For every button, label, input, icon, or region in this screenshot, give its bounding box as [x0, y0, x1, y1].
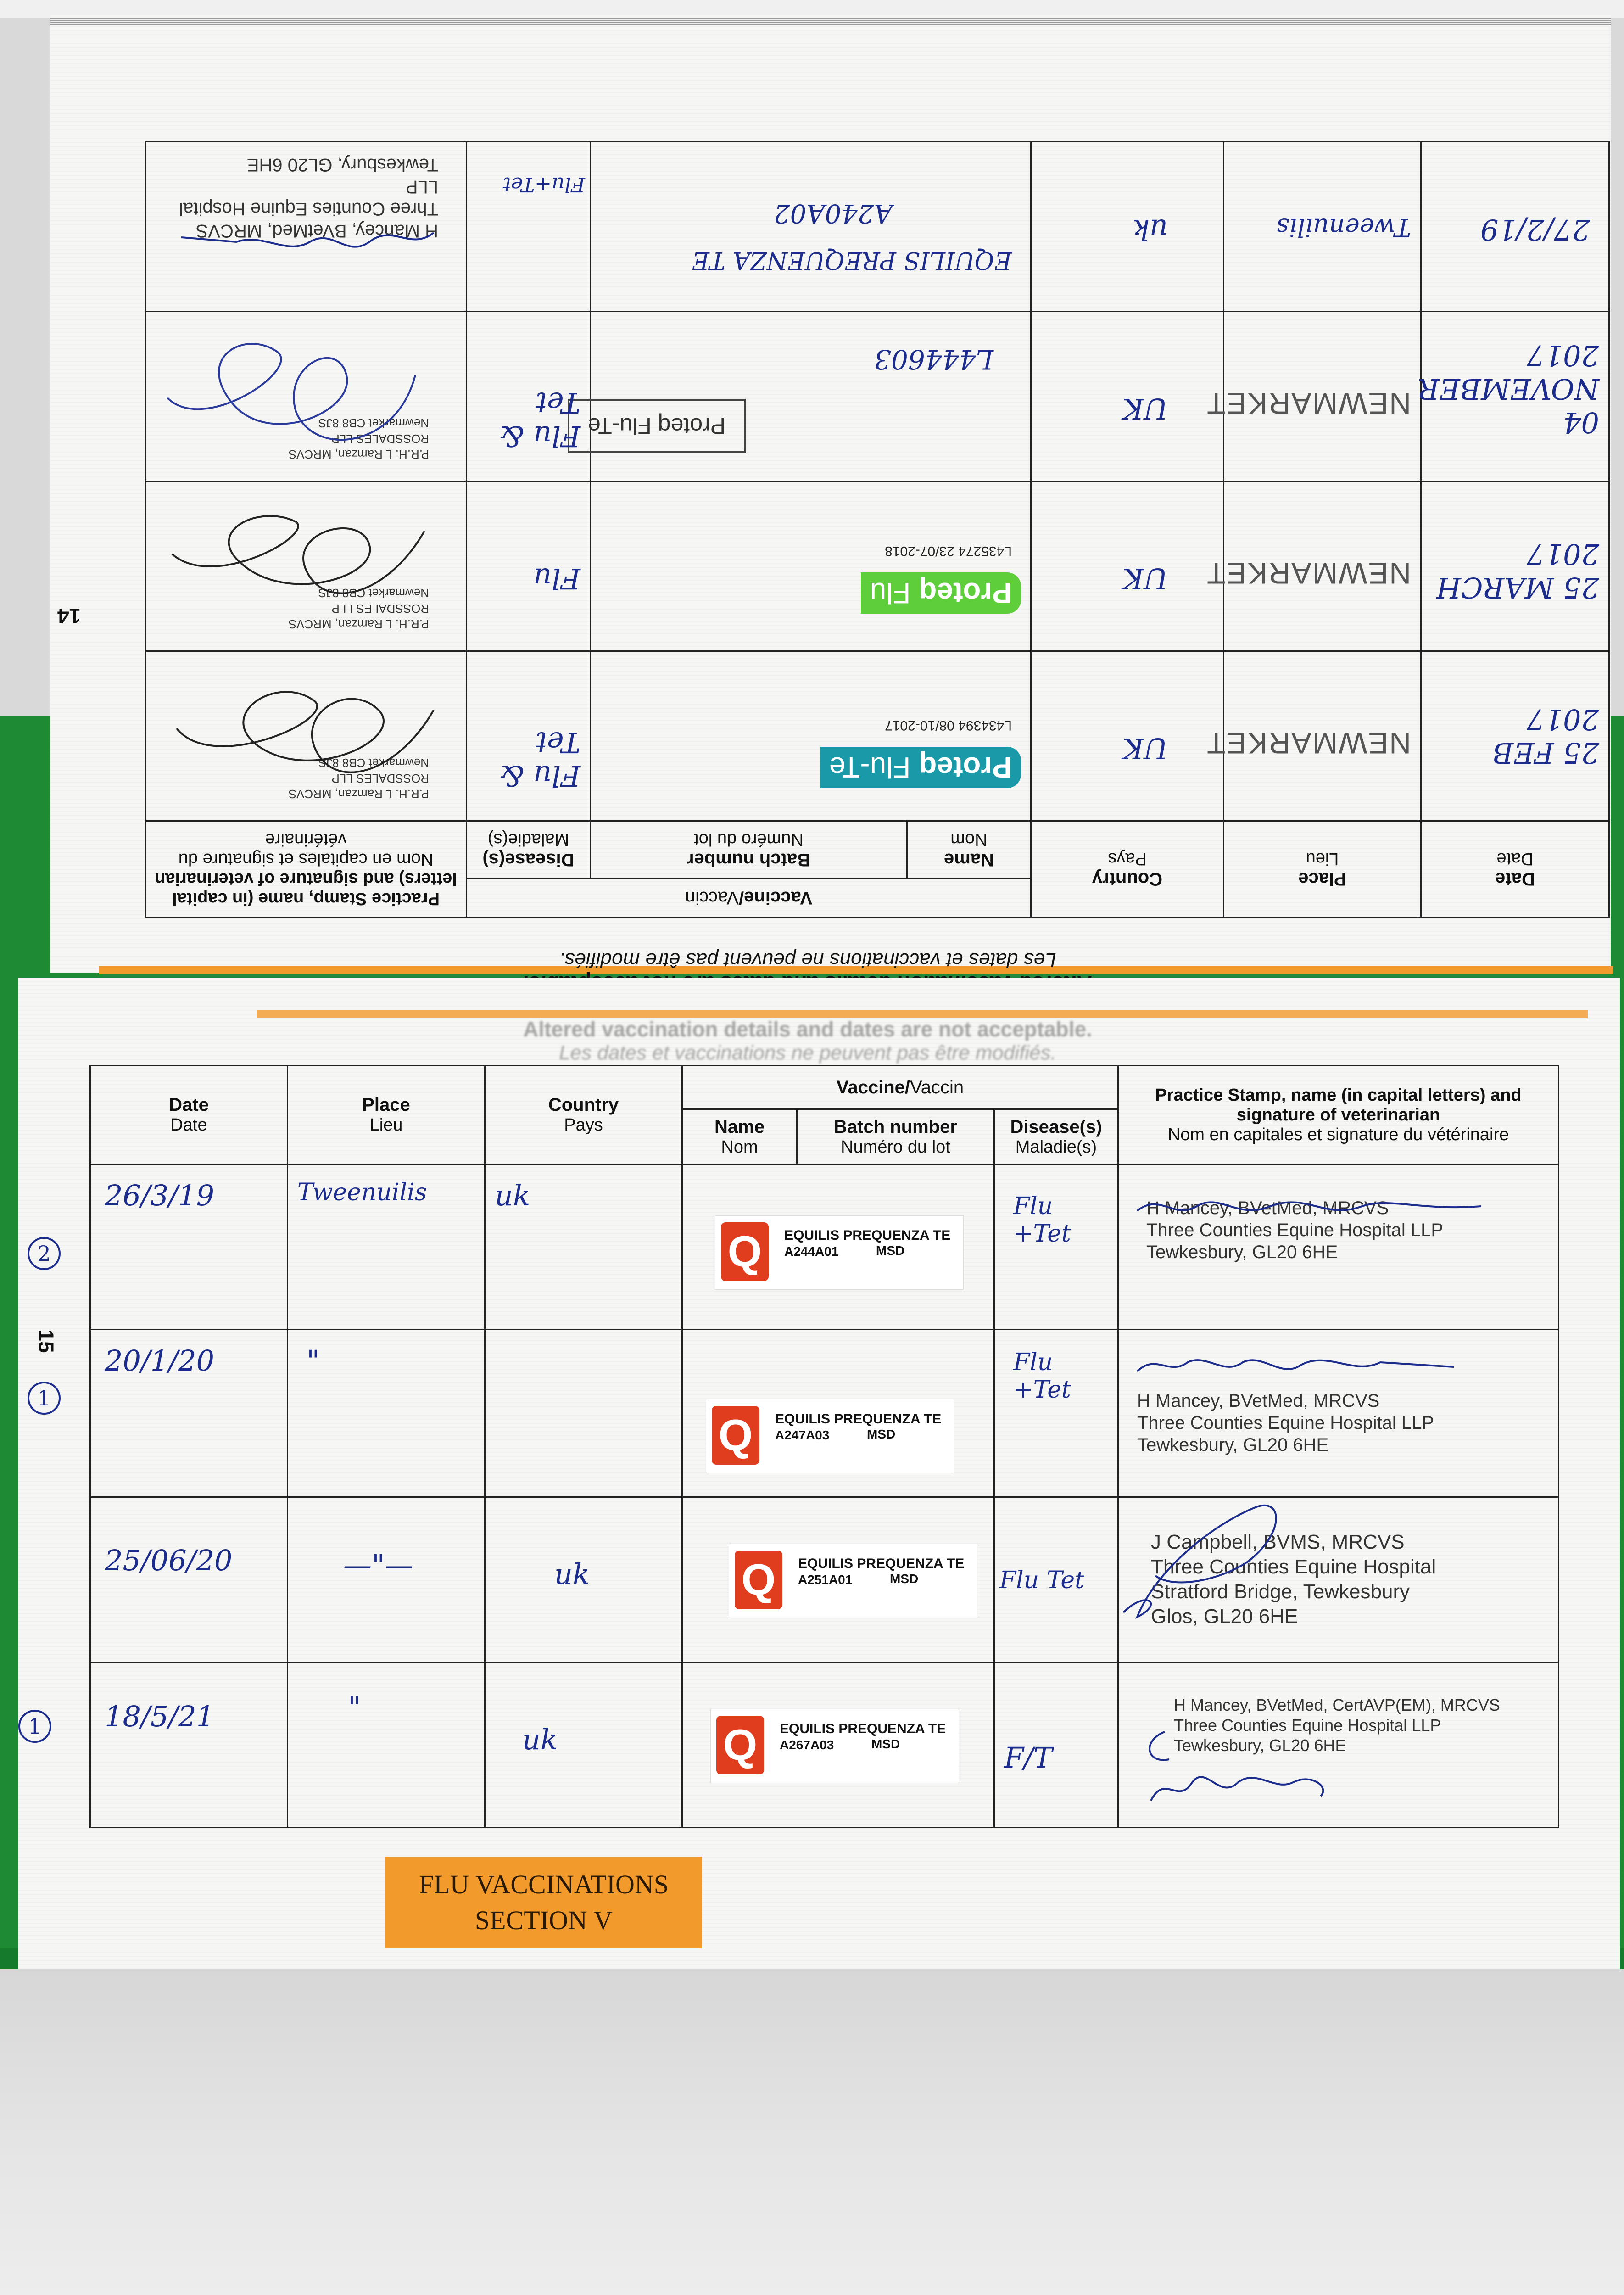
disease-cell: Flu+Tet: [467, 142, 591, 312]
table-row: [145, 142, 1609, 312]
msd-logo: MSD: [867, 1427, 896, 1441]
date-cell: 18/5/21: [90, 1662, 288, 1828]
country-cell: uk: [485, 1164, 682, 1330]
disease-cell: Flu: [467, 481, 591, 651]
table-row: [145, 651, 1609, 821]
row-mark: 1: [18, 1710, 51, 1743]
equilis-prequenza-label: Q EQUILIS PREQUENZA TE A267A03 MSD: [710, 1709, 959, 1783]
date-cell: 25/06/20: [90, 1497, 288, 1662]
country-cell: UK: [1031, 481, 1224, 651]
date-cell: 27/2/19: [1421, 142, 1609, 312]
page-number-14: 14: [57, 604, 81, 628]
signature: [1137, 1713, 1394, 1814]
table-row: [145, 481, 1609, 651]
proteq-flu-label: Proteq Flu: [861, 572, 1021, 614]
msd-logo: MSD: [890, 1572, 919, 1586]
header-name: Name Nom: [907, 821, 1031, 879]
practice-stamp-cell: [1118, 1330, 1559, 1497]
place-cell: NEWMARKET: [1224, 651, 1421, 821]
table-row: [90, 1662, 1559, 1828]
header-disease: Disease(s) Maladie(s): [467, 821, 591, 879]
disease-cell: Flu +Tet: [994, 1330, 1118, 1497]
signature: [163, 219, 438, 256]
vaccine-label-cell: Proteq Flu L435274 23/07-2018: [591, 481, 1031, 651]
country-cell: uk: [1031, 142, 1224, 312]
header-disease: Disease(s) Maladie(s): [994, 1109, 1118, 1164]
equilis-prequenza-label: Q EQUILIS PREQUENZA TE A244A01 MSD: [715, 1215, 964, 1290]
upside-down-page-content: [0, 0, 1624, 978]
disease-cell: Flu +Tet: [994, 1164, 1118, 1330]
proteq-flu-te-stamp: Proteq Flu-Te: [568, 399, 746, 453]
header-place: Place Lieu: [288, 1066, 485, 1164]
section-tab: FLU VACCINATIONS SECTION V: [385, 1857, 702, 1948]
signature: [1119, 1498, 1394, 1635]
signature: [158, 320, 452, 467]
practice-stamp: P.R.H. L Ramzan, MRCVS ROSSDALES LLP Newmarket CB8 8JS: [288, 756, 429, 801]
q-logo-icon: Q: [712, 1406, 759, 1465]
header-vaccine: Vaccine/Vaccin: [467, 879, 1031, 918]
date-cell: 20/1/20: [90, 1330, 288, 1497]
vaccination-table-page-15: [89, 1065, 1559, 1828]
practice-stamp-cell: [1118, 1164, 1559, 1330]
disease-cell: Flu & Tet: [467, 651, 591, 821]
vaccine-label-cell: Proteq Flu-Te L434394 08/10-2017: [591, 651, 1031, 821]
vaccine-label-cell: L444603 Proteq Flu-Te: [591, 312, 1031, 481]
notice-french: Les dates et vaccinations ne peuvent pas être modifiés.: [559, 949, 1056, 971]
q-logo-icon: Q: [716, 1716, 764, 1774]
proteq-flu-te-label: Proteq Flu-Te: [820, 747, 1021, 788]
country-cell: uk: [485, 1662, 682, 1828]
vaccine-label-cell: [682, 1164, 994, 1330]
header-vaccine: Vaccine/Vaccin: [682, 1066, 1118, 1109]
vaccine-label-cell: [682, 1662, 994, 1828]
msd-logo: MSD: [871, 1737, 900, 1751]
header-practice: Practice Stamp, name (in capital letters) and signature of veterinarian Nom en capitales et signature du vétérinaire: [1118, 1066, 1559, 1164]
table-row: [90, 1164, 1559, 1330]
equilis-prequenza-label: Q EQUILIS PREQUENZA TE A247A03 MSD: [706, 1399, 954, 1473]
scan-background-bottom: [0, 1969, 1624, 2295]
country-cell: UK: [1031, 651, 1224, 821]
table-row: [145, 312, 1609, 481]
header-batch: Batch number Numéro du lot: [797, 1109, 994, 1164]
vaccine-label-cell: [682, 1497, 994, 1662]
practice-stamp: P.R.H. L Ramzan, MRCVS ROSSDALES LLP Newmarket CB8 8JS: [288, 416, 429, 461]
practice-stamp: H Mancey, BVetMed, MRCVS Three Counties Equine Hospital LLP Tewkesbury, GL20 6HE: [1146, 1198, 1444, 1262]
vaccination-table-page-14: [145, 141, 1610, 918]
practice-stamp: H Mancey, BVetMed, CertAVP(EM), MRCVS Three Counties Equine Hospital LLP Tewkesbury, GL20 6HE: [1174, 1696, 1500, 1755]
disease-cell: Flu & Tet: [467, 312, 591, 481]
practice-stamp-cell: [145, 651, 467, 821]
place-cell: NEWMARKET: [1224, 481, 1421, 651]
practice-stamp: H Mancey, BVetMed, MRCVS Three Counties Equine Hospital LLP Tewkesbury, GL20 6HE: [1137, 1391, 1434, 1455]
header-practice: Practice Stamp, name (in capital letters) and signature of veterinarian Nom en capitales et signature du vétérinaire: [145, 821, 467, 918]
practice-stamp: P.R.H. L Ramzan, MRCVS ROSSDALES LLP Newmarket CB8 8JS: [288, 586, 429, 631]
vaccine-label-cell: EQUILIS PREQUENZA TE A240A02: [591, 142, 1031, 312]
practice-stamp: J Campbell, BVMS, MRCVS Three Counties Equine Hospital Stratford Bridge, Tewkesbury Glos, GL20 6HE: [1151, 1531, 1436, 1628]
header-date: Date Date: [1421, 821, 1609, 918]
practice-stamp: H Mancey, BVetMed, MRCVS Three Counties Equine Hospital LLP Tewkesbury, GL20 6HE: [179, 155, 438, 241]
header-date: Date Date: [90, 1066, 288, 1164]
signature: [158, 664, 452, 802]
header-country: Country Pays: [1031, 821, 1224, 918]
header-name: Name Nom: [682, 1109, 797, 1164]
table-row: [90, 1330, 1559, 1497]
vaccine-label-cell: [682, 1330, 994, 1497]
date-cell: 26/3/19: [90, 1164, 288, 1330]
q-logo-icon: Q: [721, 1222, 769, 1281]
country-cell: uk: [485, 1497, 682, 1662]
header-batch: Batch number Numéro du lot: [591, 821, 907, 879]
disease-cell: F/T: [994, 1662, 1118, 1828]
place-cell: Tweenuilis: [288, 1164, 485, 1330]
signature: [1133, 1349, 1500, 1385]
place-cell: NEWMARKET: [1224, 312, 1421, 481]
practice-stamp-cell: [145, 142, 467, 312]
header-place: Place Lieu: [1224, 821, 1421, 918]
place-cell: ": [288, 1330, 485, 1497]
row-mark: 1: [28, 1382, 61, 1415]
signature: [158, 494, 452, 632]
date-cell: 04 NOVEMBER 2017: [1421, 312, 1609, 481]
country-cell: [485, 1330, 682, 1497]
practice-stamp-cell: [145, 312, 467, 481]
page-number-15: 15: [34, 1329, 58, 1353]
row-mark: 2: [28, 1237, 61, 1270]
table-row: [90, 1497, 1559, 1662]
practice-stamp-cell: [1118, 1662, 1559, 1828]
country-cell: UK: [1031, 312, 1224, 481]
q-logo-icon: Q: [735, 1551, 782, 1609]
signature: [1133, 1192, 1500, 1229]
date-cell: 25 MARCH 2017: [1421, 481, 1609, 651]
place-cell: —"—: [288, 1497, 485, 1662]
practice-stamp-cell: [1118, 1497, 1559, 1662]
header-country: Country Pays: [485, 1066, 682, 1164]
msd-logo: MSD: [876, 1243, 905, 1258]
place-cell: ": [288, 1662, 485, 1828]
disease-cell: Flu Tet: [994, 1497, 1118, 1662]
place-cell: Tweenuilis: [1224, 142, 1421, 312]
practice-stamp-cell: [145, 481, 467, 651]
date-cell: 25 FEB 2017: [1421, 651, 1609, 821]
notice-bottom-faded: Altered vaccination details and dates are not acceptable. Les dates et vaccinations ne peuvent pas être modifiés.: [523, 1017, 1092, 1064]
equilis-prequenza-label: Q EQUILIS PREQUENZA TE A251A01 MSD: [729, 1544, 977, 1618]
